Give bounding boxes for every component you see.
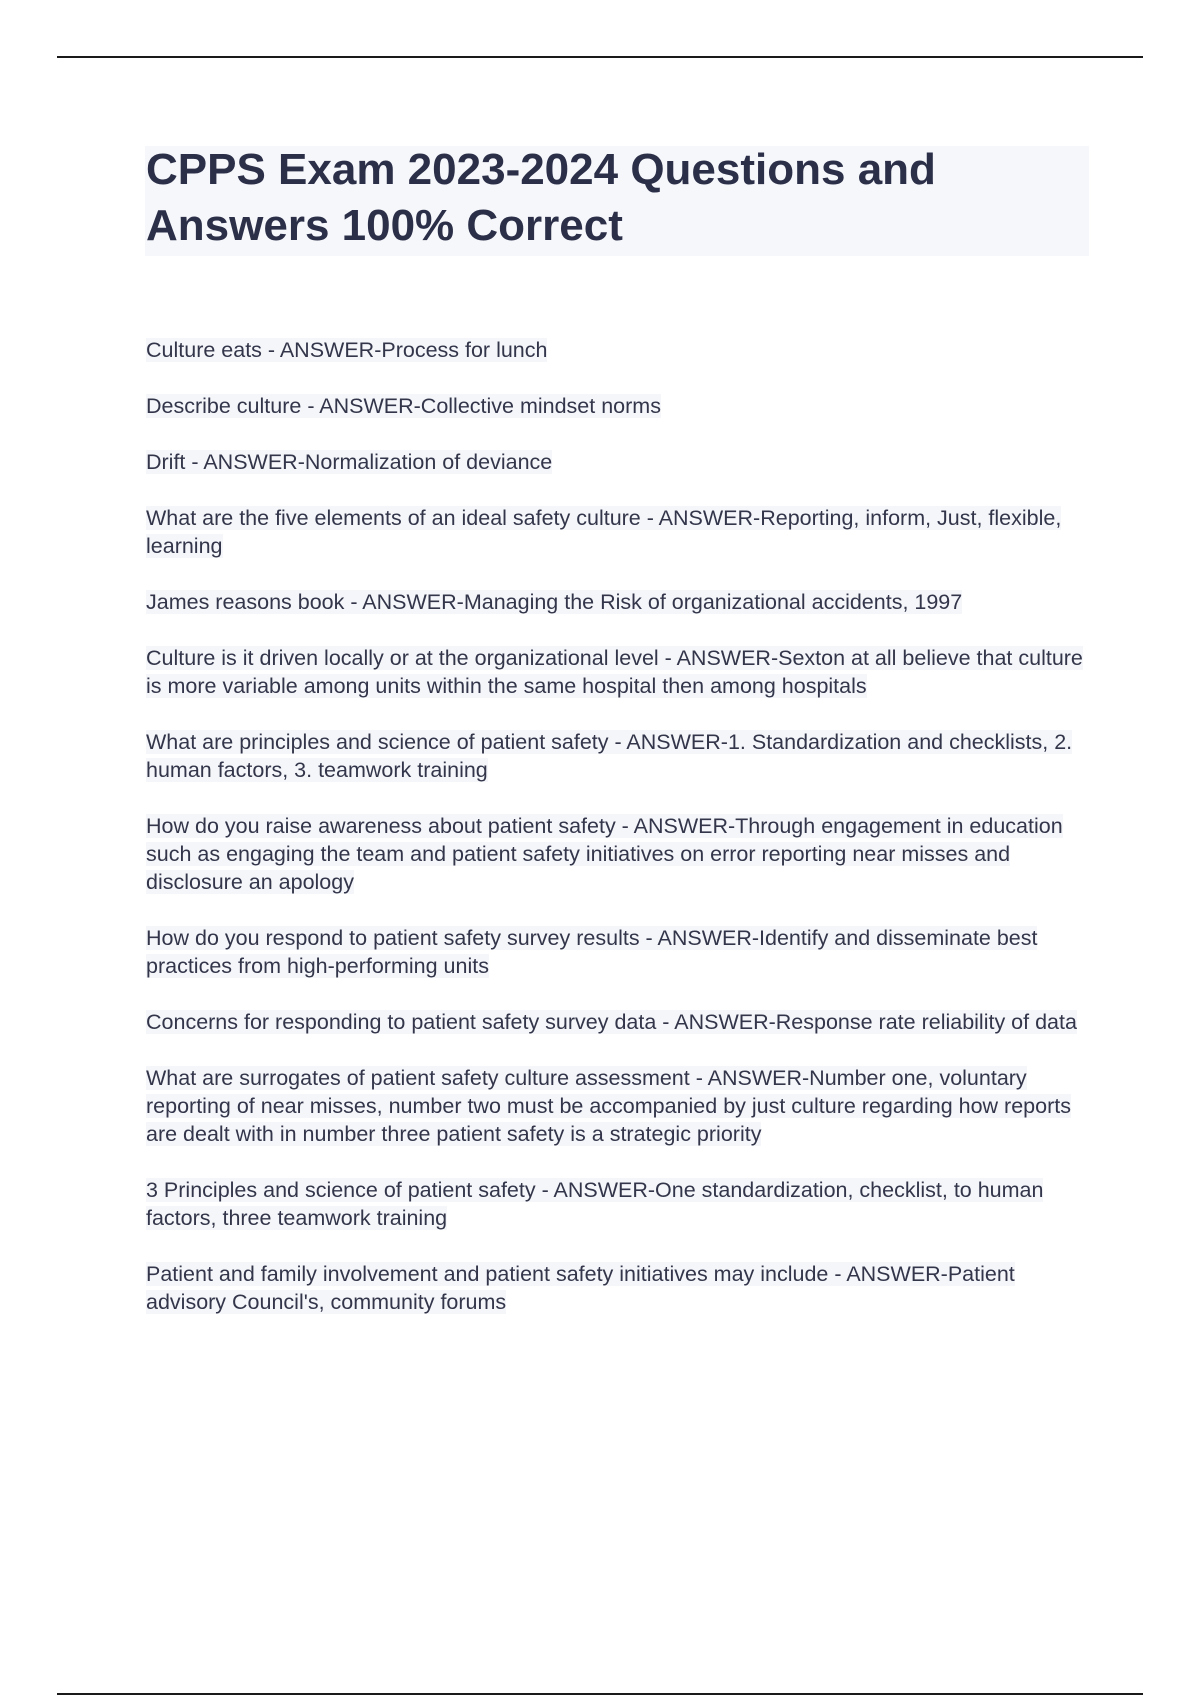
qa-item-text: Culture is it driven locally or at the organizational level - ANSWER-Sexton at all believe that culture is more variable among units within the same hospital then among hospitals xyxy=(146,646,1083,698)
qa-item-text: What are principles and science of patient safety - ANSWER-1. Standardization and checklists, 2. human factors, 3. teamwork training xyxy=(146,730,1073,782)
qa-item-text: How do you respond to patient safety survey results - ANSWER-Identify and disseminate best practices from high-performing units xyxy=(146,926,1038,978)
qa-item xyxy=(146,812,1096,896)
qa-item xyxy=(146,448,1096,476)
top-rule xyxy=(57,56,1143,58)
qa-item-text: How do you raise awareness about patient safety - ANSWER-Through engagement in education such as engaging the team and patient safety initiatives on error reporting near misses and disclosure an apology xyxy=(146,814,1063,894)
qa-item xyxy=(146,392,1096,420)
qa-item xyxy=(146,1260,1096,1316)
bottom-rule xyxy=(57,1693,1143,1695)
qa-item-text: 3 Principles and science of patient safety - ANSWER-One standardization, checklist, to human factors, three teamwork training xyxy=(146,1178,1044,1230)
qa-item xyxy=(146,644,1096,700)
qa-item-text: What are surrogates of patient safety culture assessment - ANSWER-Number one, voluntary reporting of near misses, number two must be accompanied by just culture regarding how reports are dealt with in number three patient safety is a strategic priority xyxy=(146,1066,1071,1146)
qa-item-text: Culture eats - ANSWER-Process for lunch xyxy=(146,338,548,362)
qa-list xyxy=(146,336,1096,1344)
qa-item-text: Patient and family involvement and patient safety initiatives may include - ANSWER-Patient advisory Council's, community forums xyxy=(146,1262,1015,1314)
qa-item-text: James reasons book - ANSWER-Managing the Risk of organizational accidents, 1997 xyxy=(146,590,963,614)
qa-item-text: Drift - ANSWER-Normalization of deviance xyxy=(146,450,553,474)
qa-item xyxy=(146,1008,1096,1036)
qa-item xyxy=(146,504,1096,560)
qa-item-text: What are the five elements of an ideal safety culture - ANSWER-Reporting, inform, Just, flexible, learning xyxy=(146,506,1062,558)
qa-item-text: Describe culture - ANSWER-Collective mindset norms xyxy=(146,394,661,418)
qa-item xyxy=(146,336,1096,364)
document-title: CPPS Exam 2023-2024 Questions and Answers 100% Correct xyxy=(146,145,936,250)
qa-item-text: Concerns for responding to patient safety survey data - ANSWER-Response rate reliability of data xyxy=(146,1010,1077,1034)
qa-item xyxy=(146,1064,1096,1148)
qa-item xyxy=(146,728,1096,784)
qa-item xyxy=(146,588,1096,616)
qa-item xyxy=(146,1176,1096,1232)
qa-item xyxy=(146,924,1096,980)
